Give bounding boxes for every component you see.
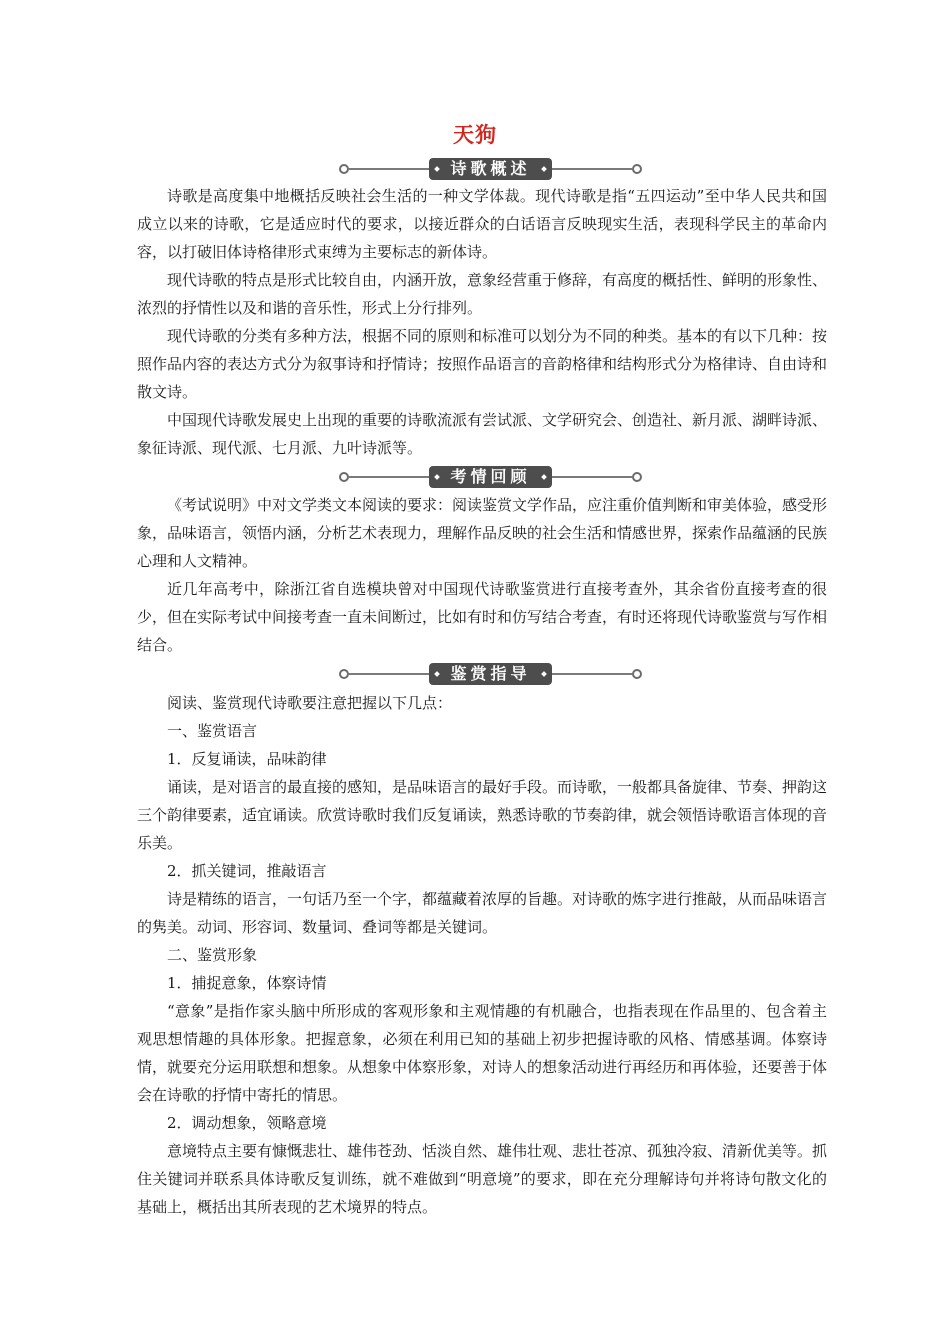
section-review-body [137,491,827,659]
section-overview-body [137,182,827,462]
subheading: 2．调动想象，领略意境 [167,1114,327,1132]
banner-rule [349,168,429,170]
section-heading: 鉴赏指导 [429,663,552,685]
subheading: 1．捕捉意象，体察诗情 [167,974,327,992]
section-banner-guidance [343,663,638,685]
paragraph: 现代诗歌的分类有多种方法，根据不同的原则和标准可以划分为不同的种类。基本的有以下几种：按照作品内容的表达方式分为叙事诗和抒情诗；按照作品语言的音韵格律和结构形式分为格律诗、自由诗和散文诗。 [137,327,828,401]
banner-rule [552,168,632,170]
banner-rule [349,476,429,478]
paragraph: 现代诗歌的特点是形式比较自由，内涵开放，意象经营重于修辞，有高度的概括性、鲜明的形象性、浓烈的抒情性以及和谐的音乐性，形式上分行排列。 [137,271,828,317]
section-heading: 诗歌概述 [429,158,552,180]
banner-ornament-icon [339,164,349,174]
banner-ornament-icon [339,472,349,482]
banner-ornament-icon [632,164,642,174]
section-guidance-body [137,689,827,1221]
subheading: 一、鉴赏语言 [167,722,258,740]
banner-rule [552,673,632,675]
banner-ornament-icon [632,472,642,482]
paragraph: 诗是精练的语言，一句话乃至一个字，都蕴藏着浓厚的旨趣。对诗歌的炼字进行推敲，从而品味语言的隽美。动词、形容词、数量词、叠词等都是关键词。 [137,890,828,936]
subheading: 1．反复诵读，品味韵律 [167,750,327,768]
paragraph: 《考试说明》中对文学类文本阅读的要求：阅读鉴赏文学作品，应注重价值判断和审美体验，感受形象，品味语言，领悟内涵，分析艺术表现力，理解作品反映的社会生活和情感世界，探索作品蕴涵的民族心理和人文精神。 [137,496,828,570]
section-heading: 考情回顾 [429,466,552,488]
banner-rule [552,476,632,478]
banner-ornament-icon [632,669,642,679]
paragraph: 诗歌是高度集中地概括反映社会生活的一种文学体裁。现代诗歌是指“五四运动”至中华人民共和国成立以来的诗歌，它是适应时代的要求，以接近群众的白话语言反映现实生活，表现科学民主的革命内容，以打破旧体诗格律形式束缚为主要标志的新体诗。 [137,187,827,261]
paragraph: 阅读、鉴赏现代诗歌要注意把握以下几点： [167,694,453,712]
section-banner-review [343,466,638,488]
banner-rule [349,673,429,675]
paragraph: 中国现代诗歌发展史上出现的重要的诗歌流派有尝试派、文学研究会、创造社、新月派、湖畔诗派、象征诗派、现代派、七月派、九叶诗派等。 [137,411,828,457]
document-title: 天狗 [453,123,497,147]
paragraph: 诵读，是对语言的最直接的感知，是品味语言的最好手段。而诗歌，一般都具备旋律、节奏、押韵这三个韵律要素，适宜诵读。欣赏诗歌时我们反复诵读，熟悉诗歌的节奏韵律，就会领悟诗歌语言体现的音乐美。 [137,778,828,852]
paragraph: 意境特点主要有慷慨悲壮、雄伟苍劲、恬淡自然、雄伟壮观、悲壮苍凉、孤独冷寂、清新优美等。抓住关键词并联系具体诗歌反复训练，就不难做到“明意境”的要求，即在充分理解诗句并将诗句散文化的基础上，概括出其所表现的艺术境界的特点。 [137,1142,828,1216]
paragraph: 近几年高考中，除浙江省自选模块曾对中国现代诗歌鉴赏进行直接考查外，其余省份直接考查的很少，但在实际考试中间接考查一直未间断过，比如有时和仿写结合考查，有时还将现代诗歌鉴赏与写作相结合。 [137,580,828,654]
subheading: 二、鉴赏形象 [167,946,258,964]
section-banner-overview [343,158,638,180]
paragraph: “意象”是指作家头脑中所形成的客观形象和主观情趣的有机融合，也指表现在作品里的、包含着主观思想情趣的具体形象。把握意象，必须在利用已知的基础上初步把握诗歌的风格、情感基调。体察诗情，就要充分运用联想和想象。从想象中体察形象，对诗人的想象活动进行再经历和再体验，还要善于体会在诗歌的抒情中寄托的情思。 [137,1002,828,1104]
subheading: 2．抓关键词，推敲语言 [167,862,327,880]
banner-ornament-icon [339,669,349,679]
